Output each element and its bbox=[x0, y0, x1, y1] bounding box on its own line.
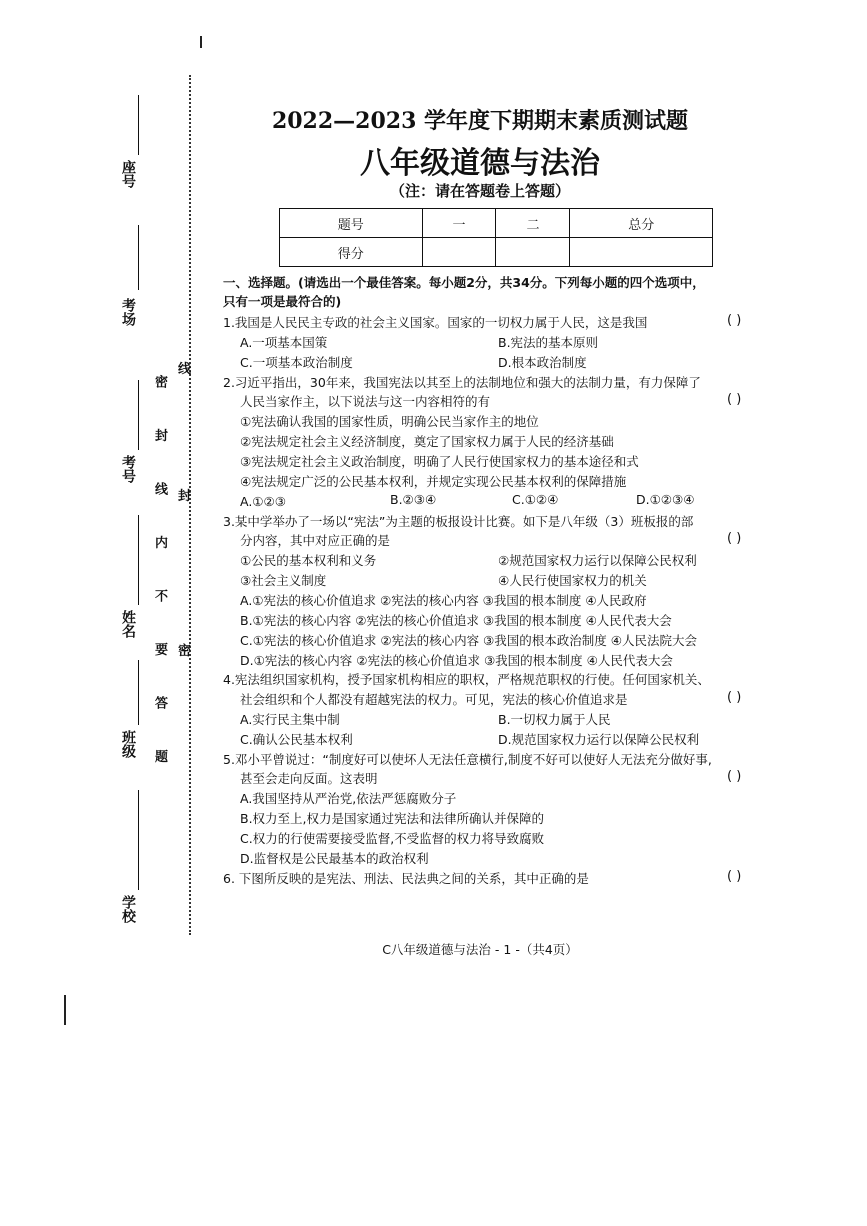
q3-item-1: ①公民的基本权利和义务 bbox=[240, 553, 377, 568]
q3-option-a: A.①宪法的核心价值追求 ②宪法的核心内容 ③我国的根本制度 ④人民政府 bbox=[240, 593, 647, 608]
room-line bbox=[138, 225, 139, 290]
q1-option-c: C.一项基本政治制度 bbox=[240, 355, 353, 370]
q2-stem-2: 人民当家作主，以下说法与这一内容相符的有 bbox=[240, 394, 491, 409]
q1-option-d: D.根本政治制度 bbox=[498, 355, 587, 370]
q3-option-c: C.①宪法的核心价值追求 ②宪法的核心内容 ③我国的根本政治制度 ④人民法院大会 bbox=[240, 633, 697, 648]
q6-answer-paren: ( ) bbox=[727, 869, 742, 884]
table-row bbox=[280, 209, 713, 238]
class-label: 班级 bbox=[120, 730, 136, 758]
q4-stem-1: 4.宪法组织国家机构，授予国家机构相应的职权，严格规范职权的行使。任何国家机关、 bbox=[223, 672, 710, 687]
q4-option-a: A.实行民主集中制 bbox=[240, 712, 340, 727]
scan-mark bbox=[64, 995, 66, 1025]
q5-option-c: C.权力的行使需要接受监督,不受监督的权力将导致腐败 bbox=[240, 831, 545, 846]
q2-statement-3: ③宪法规定社会主义政治制度，明确了人民行使国家权力的基本途径和式 bbox=[240, 454, 639, 469]
table-cell bbox=[422, 238, 496, 267]
q6-stem: 6. 下图所反映的是宪法、刑法、民法典之间的关系，其中正确的是 bbox=[223, 871, 589, 886]
school-line bbox=[138, 790, 139, 890]
table-cell: 总分 bbox=[570, 209, 713, 238]
q2-option-d: D.①②③④ bbox=[636, 492, 695, 507]
q5-stem-1: 5.邓小平曾说过：“制度好可以使坏人无法任意横行,制度不好可以使好人无法充分做好事, bbox=[223, 752, 712, 767]
table-cell bbox=[570, 238, 713, 267]
q4-option-c: C.确认公民基本权利 bbox=[240, 732, 353, 747]
class-line bbox=[138, 660, 139, 725]
q2-statement-2: ②宪法规定社会主义经济制度，奠定了国家权力属于人民的经济基础 bbox=[240, 434, 614, 449]
q3-item-4: ④人民行使国家权力的机关 bbox=[498, 573, 647, 588]
scan-mark-top bbox=[200, 36, 202, 48]
name-label: 姓名 bbox=[120, 610, 136, 638]
q4-option-d: D.规范国家权力运行以保障公民权利 bbox=[498, 732, 700, 747]
q1-option-a: A.一项基本国策 bbox=[240, 335, 328, 350]
q2-option-c: C.①②④ bbox=[512, 492, 559, 507]
table-row bbox=[280, 238, 713, 267]
table-cell: 得分 bbox=[280, 238, 423, 267]
q5-option-b: B.权力至上,权力是国家通过宪法和法律所确认并保障的 bbox=[240, 811, 545, 826]
q5-answer-paren: ( ) bbox=[727, 769, 742, 784]
school-label: 学校 bbox=[120, 895, 136, 923]
q2-option-a: A.①②③ bbox=[240, 494, 286, 509]
q4-option-b: B.一切权力属于人民 bbox=[498, 712, 611, 727]
subject-title: 八年级道德与法治 bbox=[360, 146, 600, 181]
exam-title: 2022—2023 学年度下期期末素质测试题 bbox=[271, 108, 689, 134]
q4-stem-2: 社会组织和个人都没有超越宪法的权力。可见，宪法的核心价值追求是 bbox=[240, 692, 628, 707]
section-heading: 一、选择题。(请选出一个最佳答案。每小题2分，共34分。下列每小题的四个选项中， bbox=[223, 275, 705, 290]
exam-no-line bbox=[138, 380, 139, 450]
q3-item-3: ③社会主义制度 bbox=[240, 573, 327, 588]
q2-option-b: B.②③④ bbox=[390, 492, 437, 507]
table-cell bbox=[496, 238, 570, 267]
table-cell: 题号 bbox=[280, 209, 423, 238]
q2-answer-paren: ( ) bbox=[727, 392, 742, 407]
q4-answer-paren: ( ) bbox=[727, 690, 742, 705]
exam-no-label: 考号 bbox=[120, 455, 136, 483]
q3-option-d: D.①宪法的核心内容 ②宪法的核心价值追求 ③我国的根本制度 ④人民代表大会 bbox=[240, 653, 673, 668]
table-cell: 一 bbox=[422, 209, 496, 238]
q3-item-2: ②规范国家权力运行以保障公民权利 bbox=[498, 553, 697, 568]
section-heading-2: 只有一项是最符合的) bbox=[223, 294, 342, 309]
q5-stem-2: 甚至会走向反面。这表明 bbox=[240, 771, 378, 786]
q3-option-b: B.①宪法的核心内容 ②宪法的核心价值追求 ③我国的根本制度 ④人民代表大会 bbox=[240, 613, 672, 628]
seat-line bbox=[138, 95, 139, 155]
q5-option-a: A.我国坚持从严治党,依法严惩腐败分子 bbox=[240, 791, 457, 806]
q1-answer-paren: ( ) bbox=[727, 313, 742, 328]
q1-stem: 1.我国是人民民主专政的社会主义国家。国家的一切权力属于人民，这是我国 bbox=[223, 315, 648, 330]
seal-char-3: 密 bbox=[178, 644, 192, 659]
seal-dotted-line bbox=[189, 75, 191, 935]
score-table bbox=[279, 208, 713, 267]
seal-char-1: 线 bbox=[178, 362, 192, 377]
q3-answer-paren: ( ) bbox=[727, 531, 742, 546]
room-label: 考场 bbox=[120, 298, 136, 326]
q5-option-d: D.监督权是公民最基本的政治权利 bbox=[240, 851, 429, 866]
q3-stem-2: 分内容，其中对应正确的是 bbox=[240, 533, 391, 548]
page-footer: C八年级道德与法治 - 1 -（共4页） bbox=[382, 942, 578, 957]
q2-statement-1: ①宪法确认我国的国家性质，明确公民当家作主的地位 bbox=[240, 414, 539, 429]
q2-stem-1: 2.习近平指出，30年来，我国宪法以其至上的法制地位和强大的法制力量，有力保障了 bbox=[223, 375, 701, 390]
q2-statement-4: ④宪法规定广泛的公民基本权利，并规定实现公民基本权利的保障措施 bbox=[240, 474, 627, 489]
table-cell: 二 bbox=[496, 209, 570, 238]
q1-option-b: B.宪法的基本原则 bbox=[498, 335, 599, 350]
seal-char-2: 封 bbox=[178, 489, 192, 504]
exam-note: （注：请在答题卷上答题） bbox=[389, 182, 570, 200]
name-line bbox=[138, 515, 139, 605]
q3-stem-1: 3.某中学举办了一场以“宪法”为主题的板报设计比赛。如下是八年级（3）班板报的部 bbox=[223, 514, 694, 529]
seal-text: 密 封 线 内 不 要 答 题 bbox=[152, 375, 167, 781]
seat-label: 座号 bbox=[120, 160, 136, 188]
